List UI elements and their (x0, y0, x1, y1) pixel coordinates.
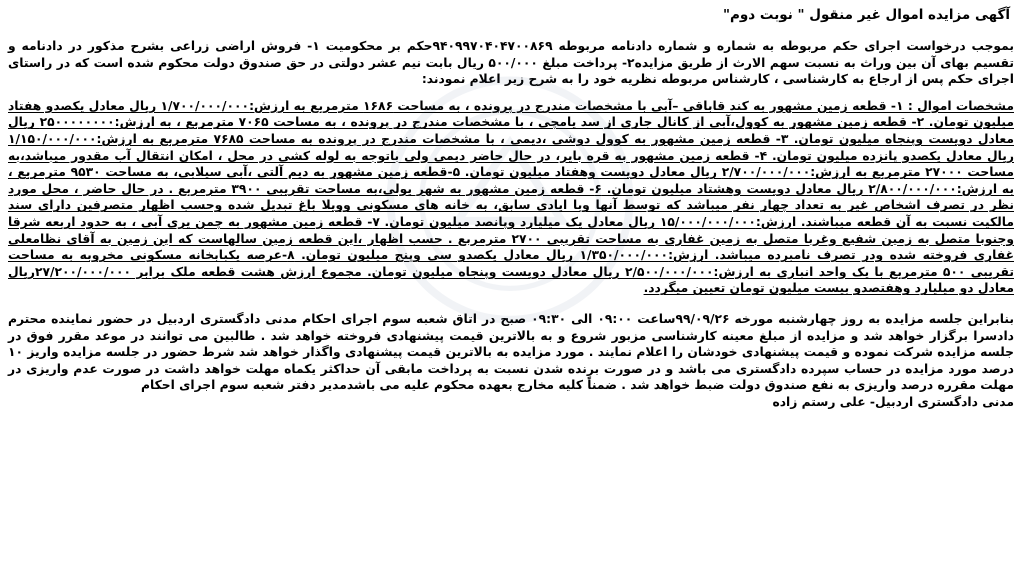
property-specifications: مشخصات اموال : ۱- قطعه زمین مشهور به کند قاباقی –آبی با مشخصات مندرج در پرونده ، به مساحت ۱۶۸۶ مترمربع به ارزش:۱/۷۰۰/۰۰۰/۰۰۰ ریال معادل یکصدو هفتاد میلیون تومان. ۲- قطعه زمین مشهور به کوول،آبی از کانال جاری از سد یامچی ، با مشخصات مندرج در پرونده ، به مساحت ۷۰۶۵ مترمربع ، به ارزش:۲۵۰۰۰۰۰۰۰۰ ریال معادل دویست وپنجاه میلیون تومان. ۳- قطعه زمین مشهور به کوول دوشی ،دیمی ، با مشخصات مندرج در پرونده به مساحت ۷۶۸۵ مترمربع به ارزش:۱/۱۵۰/۰۰۰/۰۰۰ ریال معادل یکصدو پانزده میلیون تومان. ۴- قطعه زمین مشهور به قره بایر، در حال حاضر دیمی ولی باتوجه به لوله کشی در محل ، امکان انتقال آب مقدور میباشد،به مساحت ۲۷۰۰۰ مترمربع به ارزش:۲/۷۰۰/۰۰۰/۰۰۰ ریال معادل دویست وهفتاد میلیون تومان. ۵-قطعه زمین مشهور به دیم آلتی ،آبی سیلابی، به مساحت ۹۵۳۰ مترمربع ، به ارزش:۲/۸۰۰/۰۰۰/۰۰۰ ریال معادل دویست وهشتاد میلیون تومان. ۶- قطعه زمین مشهور به شهر یولی،به مساحت تقریبی ۳۹۰۰ مترمربع . در حال حاضر ، محل مورد نظر در تصرف اشخاص غیر به تعداد چهار نفر میباشد که توسط آنها وبا ایادی سابق، به خانه های مسکونی وویلا باغ تبدیل شده وحسب اظهار متصرفین دارای سند مالکیت نسبت به آن قطعه میباشند. ارزش:۱۵/۰۰۰/۰۰۰/۰۰۰ ریال معادل یک میلیارد وپانصد میلیون تومان. ۷- قطعه زمین مشهور به چمن یری آبی ، به حدود اربعه شرقا وجنوبا متصل به زمین شفیع وغربا متصل به زمین غفاری به مساحت تقریبی ۲۷۰۰ مترمربع . حسب اظهار ،این قطعه زمین سالهاست که این زمین به آقای نظامعلی غفاری فروخته شده ودر تصرف نامبرده میباشد. ارزش:۱/۳۵۰/۰۰۰/۰۰۰ ریال معادل یکصدو سی وپنج میلیون تومان. ۸-عرصه یکبابخانه مسکونی مخروبه به مساحت تقریبی ۵۰۰ مترمربع با یک واحد انباری به ارزش:۲/۵۰۰/۰۰۰/۰۰۰ ریال معادل دویست وپنجاه میلیون تومان. مجموع ارزش هشت قطعه ملک برابر ۲۷/۲۰۰/۰۰۰/۰۰۰ریال معادل دو میلیارد وهفتصدو بیست میلیون تومان تعیین میگردد. (8, 98, 1015, 296)
notice-title: آگهی مزایده اموال غیر منقول " نوبت دوم" (722, 7, 1010, 23)
auction-session-details (8, 311, 1014, 411)
notice-intro: بموجب درخواست اجرای حکم مربوطه به شماره و شماره دادنامه مربوطه ۹۴۰۹۹۷۰۴۰۴۷۰۰۸۶۹حکم بر محکومیت ۱- فروش اراضی زراعی بشرح مذکور در دادنامه و تقسیم بهای آن بین وراث به نسبت سهم الارث از طریق مزایده۲- پرداخت مبلغ ۵۰۰/۰۰۰ ریال بابت نیم عشر دولتی در حق صندوق دولت محکوم شده است که در راستای اجرای حکم پس از ارجاع به کارشناسی ، کارشناس مربوطه نظریه خود را به شرح زیر اعلام نمودند: (8, 39, 1014, 87)
notice-signature: مدنی دادگستری اردبیل- علی رستم زاده (772, 394, 1014, 409)
auction-closing-text: بنابراین جلسه مزایده به روز چهارشنبه مورخه ۹۹/۰۹/۲۶ساعت ۰۹:۰۰ الی ۰۹:۳۰ صبح در اتاق شعبه سوم اجرای احکام مدنی دادگستری اردبیل در حضور نماینده محترم دادسرا برگزار خواهد شد و مزایده از مبلغ معینه کارشناسی مزبور شروع و به بالاترین قیمت پیشنهادی فروخته خواهد شد . طالبین می توانند در موعد مقرر فوق در جلسه مزایده شرکت نموده و قیمت پیشنهادی خودشان را اعلام نمایند . مورد مزایده به بالاترین قیمت پیشنهادی واگذار خواهد شد شرط حضور در جلسه مزایده واریز ۱۰ درصد مورد مزایده در حساب سپرده دادگستری می باشد و در صورت برنده شدن نسبت به پرداخت مابقی آن حداکثر یکماه مهلت خواهد داشت در صورت عدم واریزی در مهلت مقرره درصد واریزی به نفع صندوق دولت ضبط خواهد شد . ضمناً کلیه مخارج بعهده محکوم علیه می باشدمدیر دفتر شعبه سوم اجرای احکام (8, 311, 1015, 393)
